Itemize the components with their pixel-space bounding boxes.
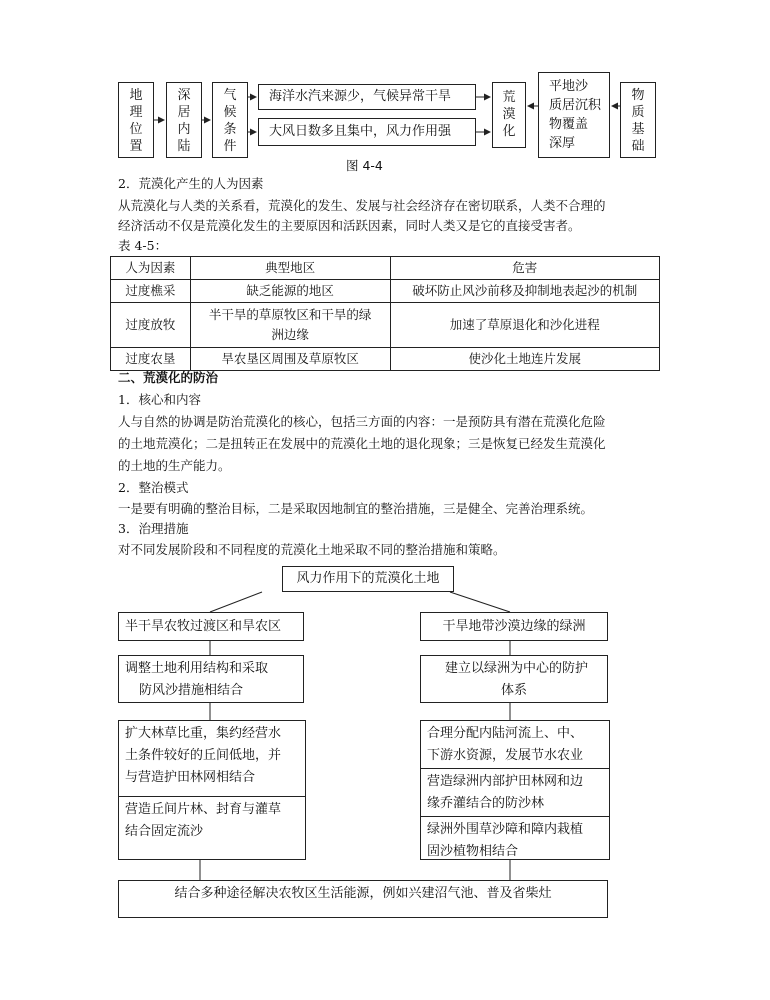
- subheading-core: 1．核心和内容: [118, 392, 201, 407]
- paragraph-line: 一是要有明确的整治目标，二是采取因地制宜的整治措施，三是健全、完善治理系统。: [118, 501, 594, 516]
- fig-char: 础: [631, 139, 645, 154]
- fig-row-bottom-text: 大风日数多且集中，风力作用强: [269, 124, 452, 139]
- flow-text: 固沙植物相结合: [427, 844, 519, 859]
- fig-row-top-text: 海洋水汽来源少，气候异常干旱: [269, 89, 452, 104]
- table-cell: 使沙化土地连片发展: [390, 348, 659, 371]
- table-cell: 缺乏能源的地区: [190, 280, 390, 303]
- fig-char: 漠: [502, 107, 516, 122]
- heading-prevention: 二、荒漠化的防治: [118, 370, 219, 385]
- subheading-mode: 2．整治模式: [118, 480, 189, 495]
- table-row: [111, 280, 660, 303]
- flow-right-low: [420, 720, 610, 860]
- flow-left-low-b: [119, 797, 305, 845]
- flow-top-box: [282, 566, 454, 592]
- flow-text: 调整土地利用结构和采取: [125, 661, 269, 676]
- flow-text: 合理分配内陆河流上、中、: [427, 726, 584, 741]
- fig-char: 居: [177, 105, 191, 120]
- fig-char: 候: [223, 105, 237, 120]
- fig-char: 荒: [502, 90, 516, 105]
- fig-char: 化: [502, 124, 516, 139]
- fig-char: 陆: [177, 139, 191, 154]
- table-cell: 过度放牧: [111, 303, 191, 348]
- table-row: [111, 303, 660, 348]
- flow-text: 营造丘间片林、封育与灌草: [125, 802, 282, 817]
- table-4-5: [110, 256, 660, 371]
- table-cell: 加速了草原退化和沙化进程: [390, 303, 659, 348]
- flow-text: 结合固定流沙: [125, 824, 204, 839]
- flow-text: 与营造护田林网相结合: [125, 770, 256, 785]
- fig-char: 理: [129, 105, 143, 120]
- paragraph-line: 从荒漠化与人类的关系看，荒漠化的发生、发展与社会经济存在密切联系，人类不合理的: [118, 198, 606, 213]
- fig-char: 平地沙: [549, 79, 589, 94]
- fig-char: 深厚: [549, 136, 576, 151]
- fig-char: 质居沉积: [549, 98, 602, 113]
- table-header: 危害: [390, 257, 659, 280]
- flow-text: 土条件较好的丘间低地，并: [125, 748, 282, 763]
- flow-connector: [210, 592, 262, 612]
- flow-text: 绿洲外围草沙障和障内栽植: [427, 822, 584, 837]
- flow-text: 缘乔灌结合的防沙林: [427, 796, 545, 811]
- fig-char: 质: [631, 105, 645, 120]
- flow-right-low-b: [421, 769, 609, 817]
- table-header-row: [111, 257, 660, 280]
- flow-text: 营造绿洲内部护田林网和边: [427, 774, 584, 789]
- fig-char: 地: [129, 88, 143, 103]
- paragraph-line: 对不同发展阶段和不同程度的荒漠化土地采取不同的整治措施和策略。: [118, 542, 506, 557]
- flow-left-mid: [118, 655, 304, 703]
- flow-text: 防风沙措施相结合: [139, 683, 244, 698]
- paragraph-line: 的土地荒漠化；二是扭转正在发展中的荒漠化土地的退化现象；三是恢复已经发生荒漠化: [118, 436, 606, 451]
- table-label: 表 4-5：: [118, 238, 168, 253]
- table-cell: 过度樵采: [111, 280, 191, 303]
- flow-text: 结合多种途径解决农牧区生活能源，例如兴建沼气池、普及省柴灶: [174, 886, 552, 901]
- table-header: 人为因素: [111, 257, 191, 280]
- flow-connector: [450, 592, 510, 612]
- flow-right-head: [420, 612, 608, 641]
- fig-char: 物: [631, 88, 645, 103]
- flow-right-low-a: [421, 721, 609, 769]
- flow-text: 扩大林草比重，集约经营水: [125, 726, 282, 741]
- fig-char: 位: [129, 122, 143, 137]
- fig-char: 内: [177, 122, 191, 137]
- section2-title: 2．荒漠化产生的人为因素: [118, 176, 264, 191]
- table-cell: 半干旱的草原牧区和干旱的绿洲边缘: [190, 303, 390, 348]
- flow-left-low-a: [119, 721, 305, 797]
- table-cell: 破坏防止风沙前移及抑制地表起沙的机制: [390, 280, 659, 303]
- fig-char: 物覆盖: [549, 117, 589, 132]
- figure-caption: 图 4-4: [346, 158, 383, 173]
- flow-text: 下游水资源，发展节水农业: [427, 748, 584, 763]
- flow-left-head: [118, 612, 304, 641]
- fig-char: 件: [223, 139, 237, 154]
- flow-text: 建立以绿洲为中心的防护: [445, 661, 589, 676]
- flow-text: 干旱地带沙漠边缘的绿洲: [442, 619, 586, 634]
- table-cell: 过度农垦: [111, 348, 191, 371]
- fig-char: 基: [631, 122, 645, 137]
- fig-char: 条: [223, 122, 237, 137]
- flow-right-low-c: [421, 817, 609, 865]
- flow-top-text: 风力作用下的荒漠化土地: [296, 571, 440, 586]
- flow-bottom-box: [118, 880, 608, 918]
- subheading-measures: 3．治理措施: [118, 521, 189, 536]
- table-cell: 旱农垦区周围及草原牧区: [190, 348, 390, 371]
- flow-left-low: [118, 720, 306, 860]
- paragraph-line: 人与自然的协调是防治荒漠化的核心，包括三方面的内容：一是预防具有潜在荒漠化危险: [118, 414, 606, 429]
- table-header: 典型地区: [190, 257, 390, 280]
- fig-char: 置: [129, 139, 143, 154]
- flow-right-mid: [420, 655, 608, 703]
- paragraph-line: 经济活动不仅是荒漠化发生的主要原因和活跃因素，同时人类又是它的直接受害者。: [118, 218, 581, 233]
- flow-text: 半干旱农牧过渡区和旱农区: [125, 619, 282, 634]
- fig-char: 深: [177, 88, 191, 103]
- fig-char: 气: [223, 88, 237, 103]
- flow-text: 体系: [500, 683, 527, 698]
- paragraph-line: 的土地的生产能力。: [118, 458, 231, 473]
